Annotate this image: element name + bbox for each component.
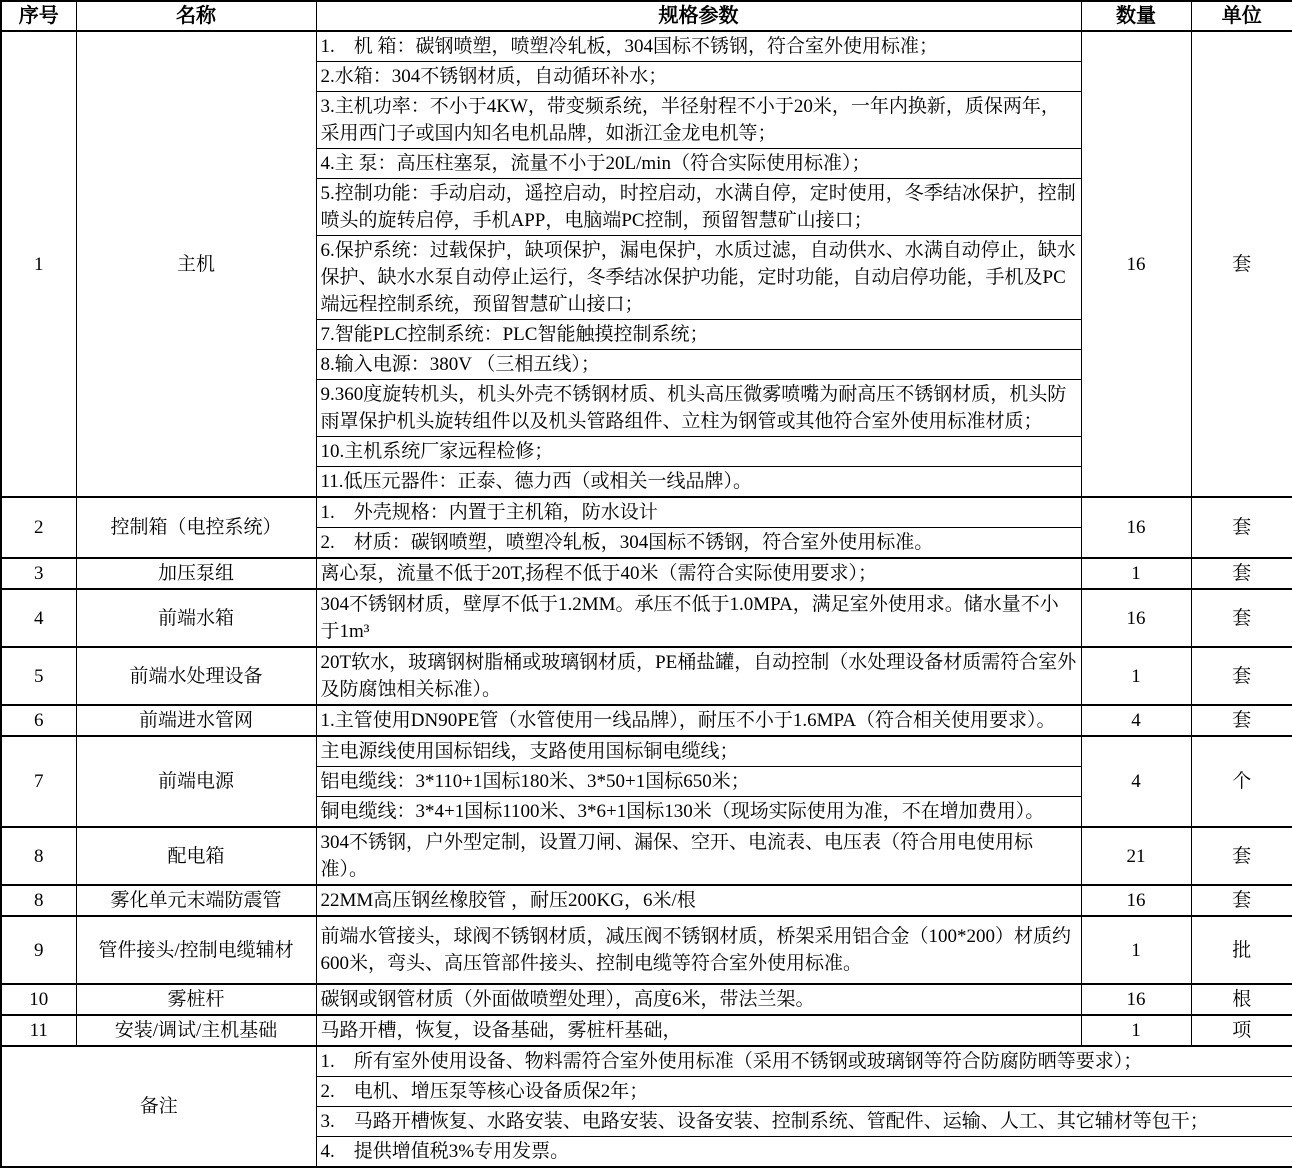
qty-cell: 16 — [1081, 984, 1191, 1015]
spec-cell: 22MM高压钢丝橡胶管 ，耐压200KG，6米/根 — [316, 885, 1081, 916]
unit-cell: 套 — [1191, 497, 1292, 558]
header-unit: 单位 — [1191, 1, 1292, 31]
unit-cell: 套 — [1191, 31, 1292, 497]
spec-cell: 304不锈钢，户外型定制，设置刀闸、漏保、空开、电流表、电压表（符合用电使用标准）。 — [316, 827, 1081, 885]
name-cell: 管件接头/控制电缆辅材 — [76, 916, 316, 984]
spec-cell: 2.水箱：304不锈钢材质，自动循环补水； — [316, 62, 1081, 92]
spec-cell: 马路开槽，恢复，设备基础，雾桩杆基础， — [316, 1015, 1081, 1046]
qty-cell: 21 — [1081, 827, 1191, 885]
spec-cell: 5.控制功能：手动启动，遥控启动，时控启动，水满自停，定时使用，冬季结冰保护，控制喷头的旋转启停，手机APP，电脑端PC控制，预留智慧矿山接口； — [316, 179, 1081, 236]
name-cell: 加压泵组 — [76, 558, 316, 589]
seq-cell: 5 — [1, 647, 76, 705]
spec-cell: 离心泵，流量不低于20T,扬程不低于40米（需符合实际使用要求）； — [316, 558, 1081, 589]
qty-cell: 16 — [1081, 885, 1191, 916]
name-cell: 前端水箱 — [76, 589, 316, 647]
header-row — [1, 1, 1292, 31]
spec-cell: 铝电缆线：3*110+1国标180米、3*50+1国标650米； — [316, 767, 1081, 797]
qty-cell: 1 — [1081, 1015, 1191, 1046]
seq-cell: 3 — [1, 558, 76, 589]
unit-cell: 套 — [1191, 647, 1292, 705]
table-row — [1, 885, 1292, 916]
table-row — [1, 984, 1292, 1015]
remark-row — [1, 1046, 1292, 1077]
seq-cell: 6 — [1, 705, 76, 736]
name-cell: 前端电源 — [76, 736, 316, 827]
table-row — [1, 1015, 1292, 1046]
spec-cell: 3.主机功率：不小于4KW，带变频系统，半径射程不小于20米，一年内换新，质保两年，采用西门子或国内知名电机品牌，如浙江金龙电机等； — [316, 92, 1081, 149]
qty-cell: 16 — [1081, 31, 1191, 497]
unit-cell: 项 — [1191, 1015, 1292, 1046]
remark-item-cell: 4. 提供增值税3%专用发票。 — [316, 1137, 1292, 1168]
qty-cell: 1 — [1081, 647, 1191, 705]
table-row — [1, 736, 1292, 767]
spec-cell: 7.智能PLC控制系统：PLC智能触摸控制系统； — [316, 320, 1081, 350]
remark-item-cell: 3. 马路开槽恢复、水路安装、电路安装、设备安装、控制系统、管配件、运输、人工、其它辅材等包干； — [316, 1107, 1292, 1137]
seq-cell: 11 — [1, 1015, 76, 1046]
name-cell: 主机 — [76, 31, 316, 497]
qty-cell: 16 — [1081, 497, 1191, 558]
spec-cell: 2. 材质：碳钢喷塑，喷塑冷轧板，304国标不锈钢，符合室外使用标准。 — [316, 528, 1081, 559]
spec-cell: 4.主 泵：高压柱塞泵，流量不小于20L/min（符合实际使用标准）； — [316, 149, 1081, 179]
header-name: 名称 — [76, 1, 316, 31]
seq-cell: 8 — [1, 885, 76, 916]
spec-cell: 6.保护系统：过载保护，缺项保护，漏电保护，水质过滤，自动供水、水满自动停止，缺水保护、缺水水泵自动停止运行，冬季结冰保护功能，定时功能，自动启停功能，手机及PC端远程控制系统，预留智慧矿山接口； — [316, 236, 1081, 320]
name-cell: 安装/调试/主机基础 — [76, 1015, 316, 1046]
qty-cell: 1 — [1081, 558, 1191, 589]
table-row — [1, 916, 1292, 984]
seq-cell: 7 — [1, 736, 76, 827]
name-cell: 前端水处理设备 — [76, 647, 316, 705]
spec-cell: 8.输入电源：380V （三相五线）； — [316, 350, 1081, 380]
unit-cell: 批 — [1191, 916, 1292, 984]
table-row — [1, 589, 1292, 647]
header-spec: 规格参数 — [316, 1, 1081, 31]
remark-label-cell: 备注 — [1, 1046, 316, 1167]
name-cell: 配电箱 — [76, 827, 316, 885]
unit-cell: 套 — [1191, 589, 1292, 647]
spec-cell: 304不锈钢材质，壁厚不低于1.2MM。承压不低于1.0MPA，满足室外使用求。储水量不小于1m³ — [316, 589, 1081, 647]
name-cell: 前端进水管网 — [76, 705, 316, 736]
header-qty: 数量 — [1081, 1, 1191, 31]
seq-cell: 10 — [1, 984, 76, 1015]
spec-cell: 11.低压元器件：正泰、德力西（或相关一线品牌）。 — [316, 467, 1081, 498]
qty-cell: 4 — [1081, 736, 1191, 827]
remark-item-cell: 2. 电机、增压泵等核心设备质保2年； — [316, 1077, 1292, 1107]
name-cell: 控制箱（电控系统） — [76, 497, 316, 558]
qty-cell: 1 — [1081, 916, 1191, 984]
name-cell: 雾桩杆 — [76, 984, 316, 1015]
unit-cell: 套 — [1191, 705, 1292, 736]
header-seq: 序号 — [1, 1, 76, 31]
name-cell: 雾化单元末端防震管 — [76, 885, 316, 916]
spec-cell: 1. 外壳规格：内置于主机箱，防水设计 — [316, 497, 1081, 528]
unit-cell: 套 — [1191, 885, 1292, 916]
unit-cell: 套 — [1191, 558, 1292, 589]
qty-cell: 4 — [1081, 705, 1191, 736]
table-row — [1, 705, 1292, 736]
seq-cell: 4 — [1, 589, 76, 647]
unit-cell: 套 — [1191, 827, 1292, 885]
table-row — [1, 558, 1292, 589]
spec-cell: 10.主机系统厂家远程检修； — [316, 437, 1081, 467]
unit-cell: 根 — [1191, 984, 1292, 1015]
table-row — [1, 827, 1292, 885]
spec-cell: 1. 机 箱：碳钢喷塑，喷塑冷轧板，304国标不锈钢，符合室外使用标准； — [316, 31, 1081, 62]
seq-cell: 9 — [1, 916, 76, 984]
table-row — [1, 647, 1292, 705]
remark-item-cell: 1. 所有室外使用设备、物料需符合室外使用标准（采用不锈钢或玻璃钢等符合防腐防晒等要求）； — [316, 1046, 1292, 1077]
qty-cell: 16 — [1081, 589, 1191, 647]
table-row — [1, 31, 1292, 62]
spec-cell: 碳钢或钢管材质（外面做喷塑处理），高度6米，带法兰架。 — [316, 984, 1081, 1015]
seq-cell: 2 — [1, 497, 76, 558]
spec-cell: 铜电缆线：3*4+1国标1100米、3*6+1国标130米（现场实际使用为准，不在增加费用）。 — [316, 797, 1081, 828]
table-row — [1, 497, 1292, 528]
spec-cell: 1.主管使用DN90PE管（水管使用一线品牌），耐压不小于1.6MPA（符合相关使用要求）。 — [316, 705, 1081, 736]
spec-cell: 20T软水，玻璃钢树脂桶或玻璃钢材质，PE桶盐罐，自动控制（水处理设备材质需符合室外及防腐蚀相关标准）。 — [316, 647, 1081, 705]
spec-cell: 9.360度旋转机头，机头外壳不锈钢材质、机头高压微雾喷嘴为耐高压不锈钢材质，机头防雨罩保护机头旋转组件以及机头管路组件、立柱为钢管或其他符合室外使用标准材质； — [316, 380, 1081, 437]
spec-cell: 前端水管接头，球阀不锈钢材质，减压阀不锈钢材质，桥架采用铝合金（100*200）材质约600米，弯头、高压管部件接头、控制电缆等符合室外使用标准。 — [316, 916, 1081, 984]
seq-cell: 8 — [1, 827, 76, 885]
unit-cell: 个 — [1191, 736, 1292, 827]
seq-cell: 1 — [1, 31, 76, 497]
spec-cell: 主电源线使用国标铝线，支路使用国标铜电缆线； — [316, 736, 1081, 767]
